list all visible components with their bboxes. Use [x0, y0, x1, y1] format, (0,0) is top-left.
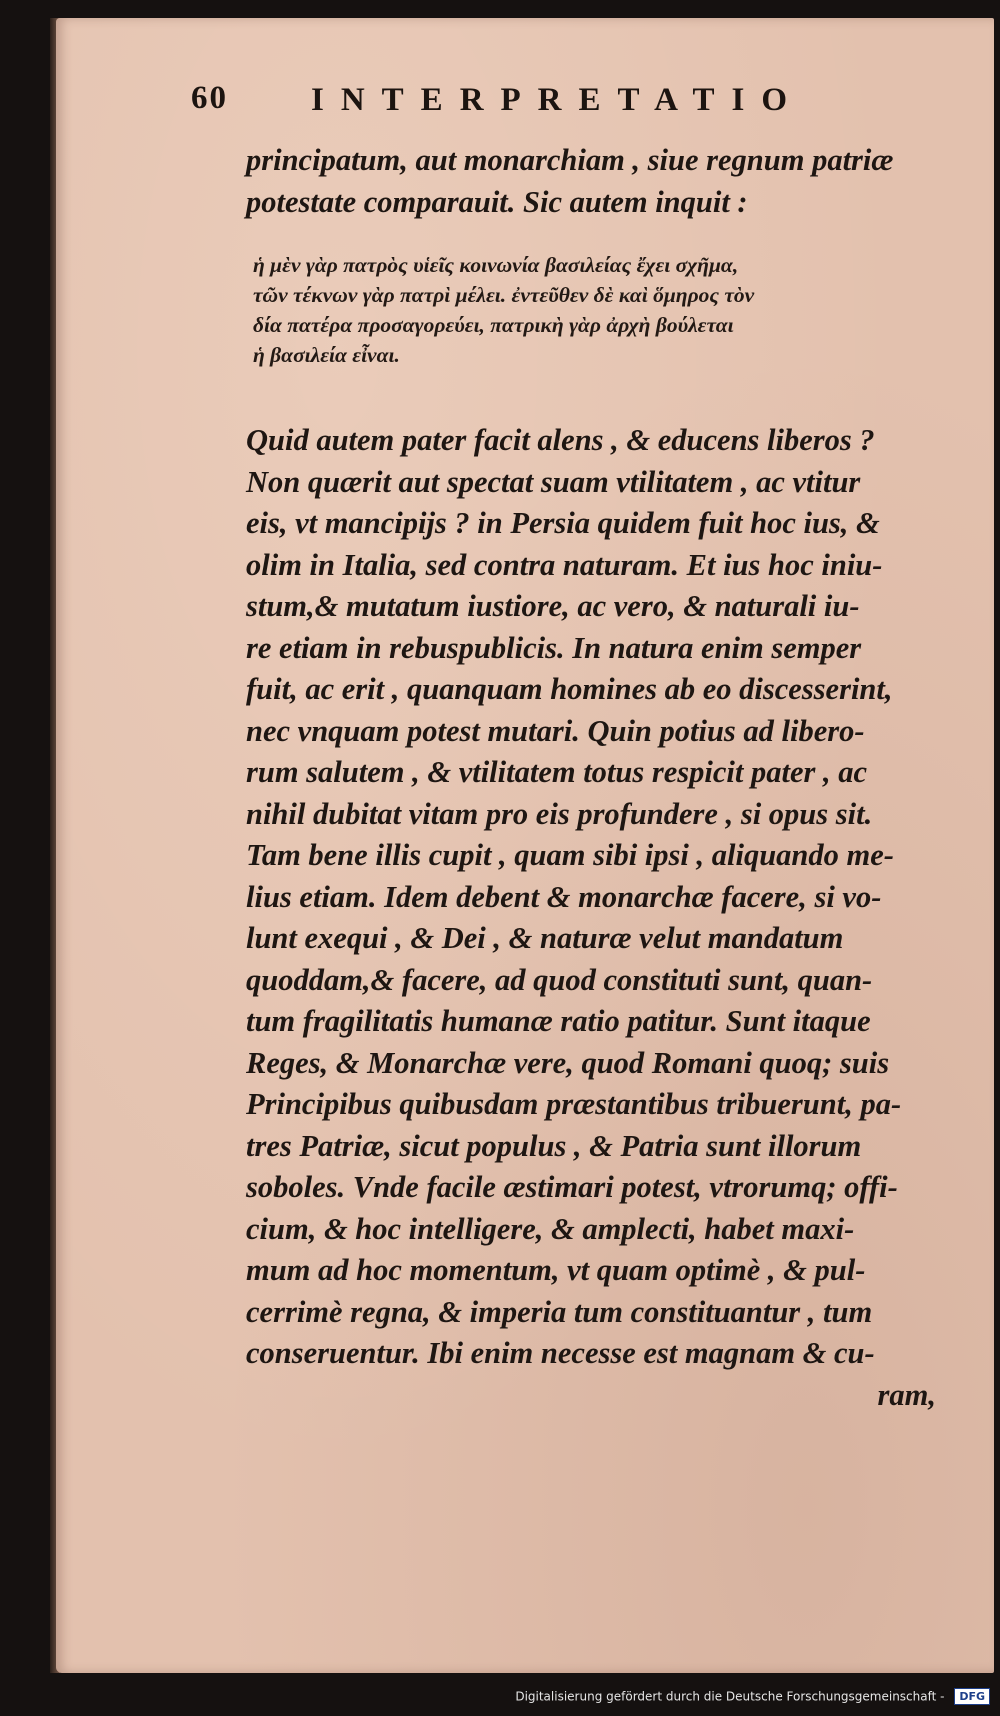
greek-quotation: [253, 250, 943, 370]
text-line: cerrimè regna, & imperia tum constituantur , tum: [246, 1294, 873, 1329]
text-line: quoddam,& facere, ad quod constituti sunt, quan-: [246, 962, 873, 997]
intro-paragraph: [246, 140, 946, 223]
text-line: mum ad hoc momentum, vt quam optimè , & pul-: [246, 1253, 866, 1287]
catchword: ram,: [877, 1377, 936, 1412]
text-line: lius etiam. Idem debent & monarchæ facere, si vo-: [246, 879, 882, 914]
footer-credit: Digitalisierung gefördert durch die Deutsche Forschungsgemeinschaft -: [515, 1689, 945, 1704]
text-line: tres Patriæ, sicut populus , & Patria sunt illorum: [246, 1128, 862, 1163]
text-line: Non quærit aut spectat suam vtilitatem , ac vtitur: [246, 464, 861, 499]
page-header: [191, 80, 911, 130]
text-line: soboles. Vnde facile æstimari potest, vtrorumq; offi-: [246, 1170, 898, 1204]
text-line: eis, vt mancipijs ? in Persia quidem fuit hoc ius, &: [246, 506, 880, 540]
page-number: 60: [191, 80, 228, 116]
dfg-logo-icon: DFG: [954, 1688, 990, 1705]
greek-line: τῶν τέκνων γὰρ πατρὶ μέλει. ἐντεῦθεν δὲ καὶ ὅμηρος τὸν: [253, 283, 755, 307]
text-line: cium, & hoc intelligere, & amplecti, habet maxi-: [246, 1211, 855, 1246]
greek-line: ἡ βασιλεία εἶναι.: [253, 343, 400, 367]
text-line: Quid autem pater facit alens , & educens liberos ?: [246, 423, 875, 457]
text-line: Reges, & Monarchæ vere, quod Romani quoq; suis: [246, 1045, 890, 1080]
greek-line: ἡ μὲν γὰρ πατρὸς υἱεῖς κοινωνία βασιλείας ἔχει σχῆμα,: [253, 253, 739, 277]
text-line: nec vnquam potest mutari. Quin potius ad libero-: [246, 713, 865, 748]
text-line: Principibus quibusdam præstantibus tribuerunt, pa-: [246, 1087, 902, 1121]
running-title: INTERPRETATIO: [311, 82, 804, 118]
text-line: Tam bene illis cupit , quam sibi ipsi , aliquando me-: [246, 838, 894, 872]
text-line: fuit, ac erit , quanquam homines ab eo discesserint,: [246, 672, 893, 706]
digitization-footer: [0, 1688, 990, 1712]
text-line: tum fragilitatis humanæ ratio patitur. Sunt itaque: [246, 1004, 871, 1038]
text-line: conseruentur. Ibi enim necesse est magnam & cu-: [246, 1336, 875, 1370]
text-line: rum salutem , & vtilitatem totus respicit pater , ac: [246, 755, 868, 789]
text-line: nihil dubitat vitam pro eis profundere , si opus sit.: [246, 796, 873, 831]
text-line: principatum, aut monarchiam , siue regnum patriæ: [246, 143, 894, 177]
text-line: olim in Italia, sed contra naturam. Et ius hoc iniu-: [246, 547, 883, 582]
text-line: re etiam in rebuspublicis. In natura enim semper: [246, 630, 862, 665]
text-line: stum,& mutatum iustiore, ac vero, & naturali iu-: [246, 589, 860, 623]
greek-line: δία πατέρα προσαγορεύει, πατρικὴ γὰρ ἀρχὴ βούλεται: [253, 313, 734, 337]
text-line: potestate comparauit. Sic autem inquit :: [246, 184, 748, 219]
text-line: lunt exequi , & Dei , & naturæ velut mandatum: [246, 921, 844, 955]
main-paragraph: [246, 420, 946, 1416]
